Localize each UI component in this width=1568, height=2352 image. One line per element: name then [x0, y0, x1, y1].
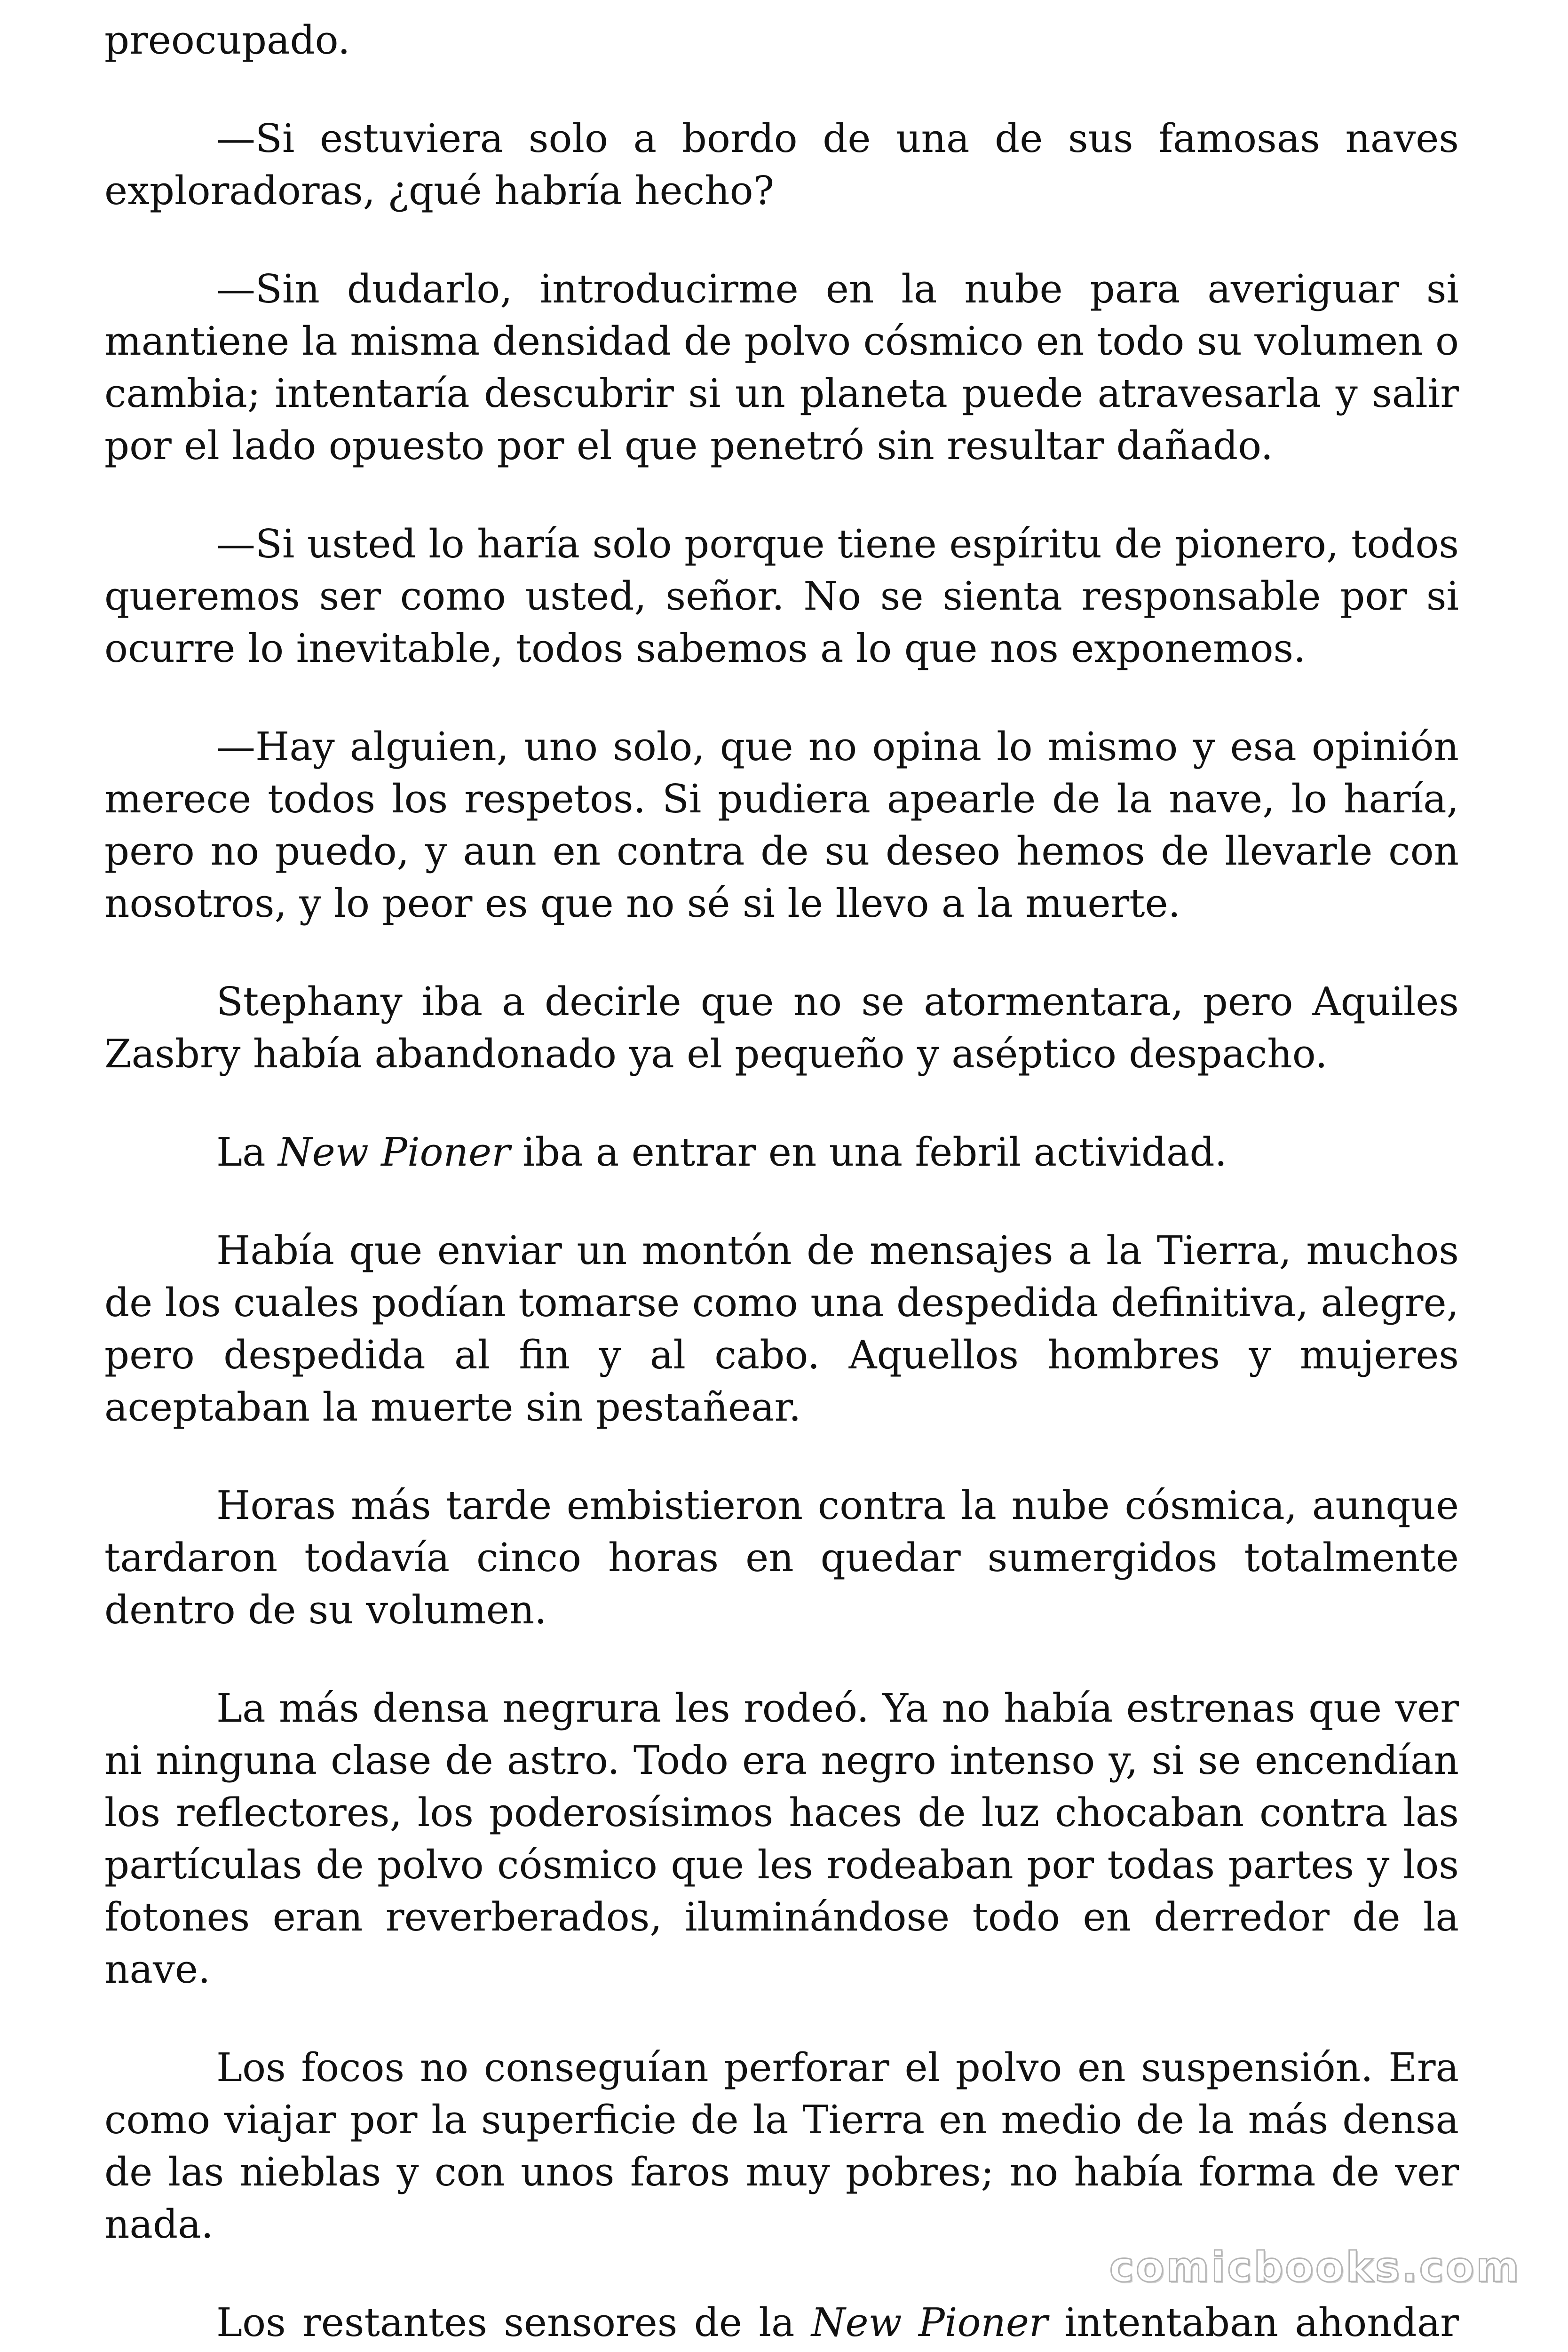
- paragraph: [104, 263, 1459, 472]
- paragraph: [104, 518, 1459, 675]
- text-run: —Sin dudarlo, introducirme en la nube para averiguar si mantiene la misma densidad de polvo cósmico en todo su volumen o cambia; intentaría descubrir si un planeta puede atravesarla y salir por el lado opuesto por el que penetró sin resultar dañado.: [104, 266, 1459, 469]
- paragraph: [104, 1224, 1459, 1433]
- paragraph: [104, 721, 1459, 930]
- text-run: La más densa negrura les rodeó. Ya no había estrenas que ver ni ninguna clase de astro. Todo era negro intenso y, si se encendían los reflectores, los poderosísimos haces de luz chocaban contra las partículas de polvo cósmico que les rodeaban por todas partes y los fotones eran reverberados, iluminándose todo en derredor de la nave.: [104, 1685, 1459, 1992]
- paragraph: [104, 1479, 1459, 1636]
- text-run: La: [216, 1129, 278, 1175]
- italic-text: New Pioner: [811, 2300, 1048, 2345]
- text-run: preocupado.: [104, 17, 350, 63]
- text-run: intentaban ahondar: [1064, 2300, 1459, 2345]
- paragraph: [104, 112, 1459, 217]
- paragraph: [104, 976, 1459, 1080]
- text-run: Stephany iba a decirle que no se atormentara, pero Aquiles Zasbry había abandonado ya el pequeño y aséptico despacho.: [104, 979, 1459, 1077]
- paragraph: [104, 2296, 1459, 2352]
- text-run: —Si estuviera solo a bordo de una de sus famosas naves exploradoras, ¿qué habría hecho?: [104, 116, 1459, 214]
- text-run: —Hay alguien, uno solo, que no opina lo mismo y esa opinión merece todos los respetos. Si pudiera apearle de la nave, lo haría, pero no puedo, y aun en contra de su deseo hemos de llevarle con nosotros, y lo peor es que no sé si le llevo a la muerte.: [104, 724, 1459, 926]
- text-run: iba a entrar en una febril actividad.: [510, 1129, 1227, 1175]
- text-run: Los focos no conseguían perforar el polvo en suspensión. Era como viajar por la superficie de la Tierra en medio de la más densa de las nieblas y con unos faros muy pobres; no había forma de ver nada.: [104, 2045, 1459, 2247]
- paragraph: [104, 2042, 1459, 2250]
- text-run: Había que enviar un montón de mensajes a la Tierra, muchos de los cuales podían tomarse como una despedida definitiva, alegre, pero despedida al fin y al cabo. Aquellos hombres y mujeres aceptaban la muerte sin pestañear.: [104, 1228, 1459, 1430]
- text-run: —Si usted lo haría solo porque tiene espíritu de pionero, todos queremos ser como usted, señor. No se sienta responsable por si ocurre lo inevitable, todos sabemos a lo que nos exponemos.: [104, 521, 1459, 671]
- text-run: Los restantes sensores de la: [216, 2300, 811, 2345]
- paragraph: [104, 1126, 1459, 1178]
- paragraph: [104, 1682, 1459, 1995]
- italic-text: New Pioner: [277, 1129, 510, 1175]
- paragraph: [104, 14, 1459, 66]
- watermark-logo: comicbooks.com: [1109, 2243, 1521, 2291]
- text-body: [104, 14, 1459, 2352]
- text-run: Horas más tarde embistieron contra la nube cósmica, aunque tardaron todavía cinco horas en quedar sumergidos totalmente dentro de su volumen.: [104, 1483, 1459, 1633]
